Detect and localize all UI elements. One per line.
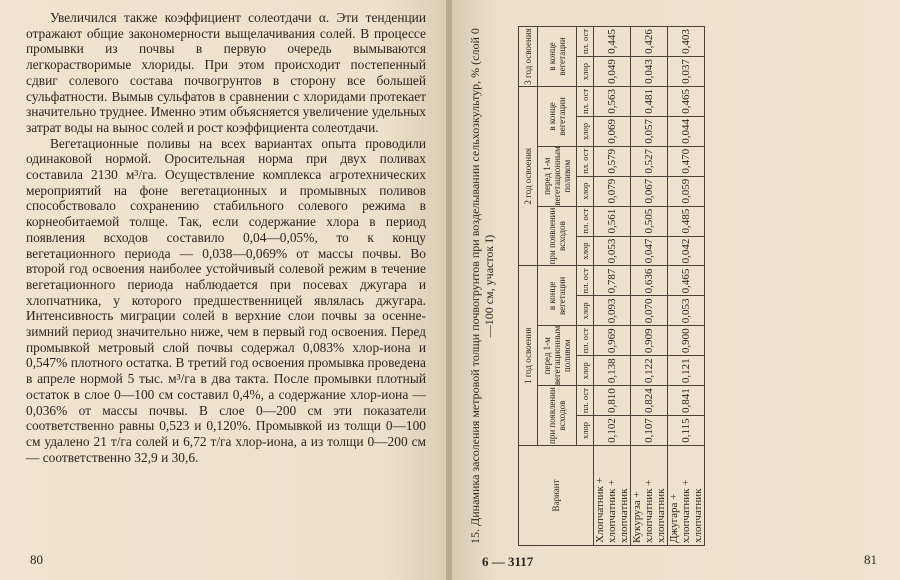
sub-header-dry-residue: пл. ост	[577, 86, 594, 116]
year-3-header: 3 год освоения	[519, 27, 538, 87]
value-cell: 0,070	[631, 296, 668, 326]
value-cell: 0,470	[668, 146, 705, 176]
value-cell: 0,079	[594, 176, 631, 206]
table-body	[594, 27, 705, 546]
sub-header-chlorine: хлор	[577, 296, 594, 326]
value-cell: 0,053	[594, 236, 631, 266]
sub-header-dry-residue: пл. ост	[577, 206, 594, 236]
variant-cell: Кукуруза + хлопчатник + хлопчатник	[631, 446, 668, 546]
period-header: при появлении всходов	[538, 206, 577, 266]
table-row	[594, 27, 631, 546]
value-cell: 0,053	[668, 296, 705, 326]
value-cell: 0,900	[668, 326, 705, 356]
period-header: в конце вегетации	[538, 27, 577, 87]
value-cell: 0,059	[668, 176, 705, 206]
value-cell: 0,122	[631, 356, 668, 386]
right-page	[452, 0, 900, 580]
value-cell: 0,093	[594, 296, 631, 326]
value-cell: 0,044	[668, 116, 705, 146]
value-cell: 0,121	[668, 356, 705, 386]
left-page-text	[26, 10, 426, 465]
table-row	[631, 27, 668, 546]
year-2-header: 2 год освоения	[519, 86, 538, 266]
sub-header-dry-residue: пл. ост	[577, 326, 594, 356]
period-header: в конце вегетации	[538, 86, 577, 146]
sub-header-chlorine: хлор	[577, 57, 594, 87]
value-cell: 0,049	[594, 57, 631, 87]
value-cell: 0,824	[631, 386, 668, 416]
value-cell: 0,909	[631, 326, 668, 356]
value-cell: 0,563	[594, 86, 631, 116]
variant-cell: Хлопчатник + хлопчатник + хлопчатник	[594, 446, 631, 546]
value-cell: 0,445	[594, 27, 631, 57]
page-number-left: 80	[30, 552, 43, 567]
period-header: при появлении всходов	[538, 386, 577, 446]
sub-header-dry-residue: пл. ост	[577, 27, 594, 57]
left-page	[0, 0, 448, 580]
period-header: в конце вегетации	[538, 266, 577, 326]
page-number-right: 81	[864, 552, 877, 567]
value-cell: 0,042	[668, 236, 705, 266]
value-cell: 0,067	[631, 176, 668, 206]
variant-header: Вариант	[519, 446, 594, 546]
value-cell: 0,047	[631, 236, 668, 266]
sub-header-chlorine: хлор	[577, 176, 594, 206]
sub-header-chlorine: хлор	[577, 356, 594, 386]
sub-header-dry-residue: пл. ост	[577, 266, 594, 296]
year-1-header: 1 год освоения	[519, 266, 538, 446]
value-cell: 0,481	[631, 86, 668, 116]
value-cell: 0,138	[594, 356, 631, 386]
sub-header-dry-residue: пл. ост	[577, 386, 594, 416]
value-cell: 0,037	[668, 57, 705, 87]
period-header: перед 1-м вегетационным поливом	[538, 326, 577, 386]
value-cell: 0,403	[668, 27, 705, 57]
value-cell: 0,841	[668, 386, 705, 416]
paragraph-2: Вегетационные поливы на всех вариантах опыта проводили одинаковой нормой. Оросительная норма при двух поливах составила 2130 м³/га. Осуществление комплекса агротехнических мероприятий на фоне вегетационных и промывных поливов способствовало сохранению стабильного солевого режима в корнеобитаемой толще. Так, если содержание хлора в период появления всходов составило 0,04—0,05%, то к концу вегетационного периода — 0,038—0,069% от массы почвы. Во второй год освоения наиболее устойчивый солевой режим в течение вегетационного периода наблюдается при посевах джугара и хлопчатника, у которого предшественницей являлась джугара. Интенсивность миграции солей в верхние слои почвы за осенне-зимний период значительно ниже, чем в первый год освоения. Перед промывкой метровый слой почвы содержал 0,083% хлор-иона и 0,547% плотного остатка. В третий год освоения промывка проведена в апреле нормой 5 тыс. м³/га в два такта. После промывки плотный остаток в слое 0—100 см составил 0,4%, а содержание хлор-иона — 0,036% от массы почвы. В слое 0—200 см эти показатели соответственно равны 0,523 и 0,120%. Промывкой из толщи 0—100 см удалено 21 т/га солей и 6,72 т/га хлор-иона, а из толщи 0—200 см — соответственно 32,9 и 30,6.	[26, 135, 426, 465]
value-cell: 0,485	[668, 206, 705, 236]
value-cell: 0,465	[668, 86, 705, 116]
value-cell: 0,107	[631, 416, 668, 446]
table-row	[668, 27, 705, 546]
table-caption: 15. Динамика засоления метровой толщи почвогрунтов при возделывании сельхозкультур, % (слой 0—100 см, участок I)	[468, 28, 496, 544]
value-cell: 0,527	[631, 146, 668, 176]
period-header: перед 1-м вегетационным поливом	[538, 146, 577, 206]
value-cell: 0,102	[594, 416, 631, 446]
value-cell: 0,043	[631, 57, 668, 87]
value-cell: 0,579	[594, 146, 631, 176]
value-cell: 0,069	[594, 116, 631, 146]
value-cell: 0,969	[594, 326, 631, 356]
sub-header-dry-residue: пл. ост	[577, 146, 594, 176]
signature-mark: 6 — 3117	[482, 554, 534, 569]
sub-header-chlorine: хлор	[577, 116, 594, 146]
value-cell: 0,561	[594, 206, 631, 236]
paragraph-1: Увеличился также коэффициент солеотдачи α. Эти тенденции отражают общие закономерности выщелачивания солей. В процессе промывки из почвы в первую очередь вымываются легкорастворимые хлориды. При этом происходит постепенный сдвиг солевого состава почвогрунтов в сторону все большей сульфатности. Вымыв сульфатов в сравнении с хлоридами протекает значительно труднее. Именно этим объясняется увеличение удельных затрат воды на вынос солей и рост коэффициента солеотдачи.	[26, 10, 426, 135]
variant-cell: Джугара + хлопчатник + хлопчатник	[668, 446, 705, 546]
value-cell: 0,505	[631, 206, 668, 236]
value-cell: 0,115	[668, 416, 705, 446]
value-cell: 0,787	[594, 266, 631, 296]
sub-header-chlorine: хлор	[577, 236, 594, 266]
value-cell: 0,057	[631, 116, 668, 146]
sub-header-chlorine: хлор	[577, 416, 594, 446]
value-cell: 0,426	[631, 27, 668, 57]
salinity-table	[518, 26, 705, 546]
value-cell: 0,465	[668, 266, 705, 296]
value-cell: 0,636	[631, 266, 668, 296]
rotated-table-block	[468, 26, 873, 546]
value-cell: 0,810	[594, 386, 631, 416]
